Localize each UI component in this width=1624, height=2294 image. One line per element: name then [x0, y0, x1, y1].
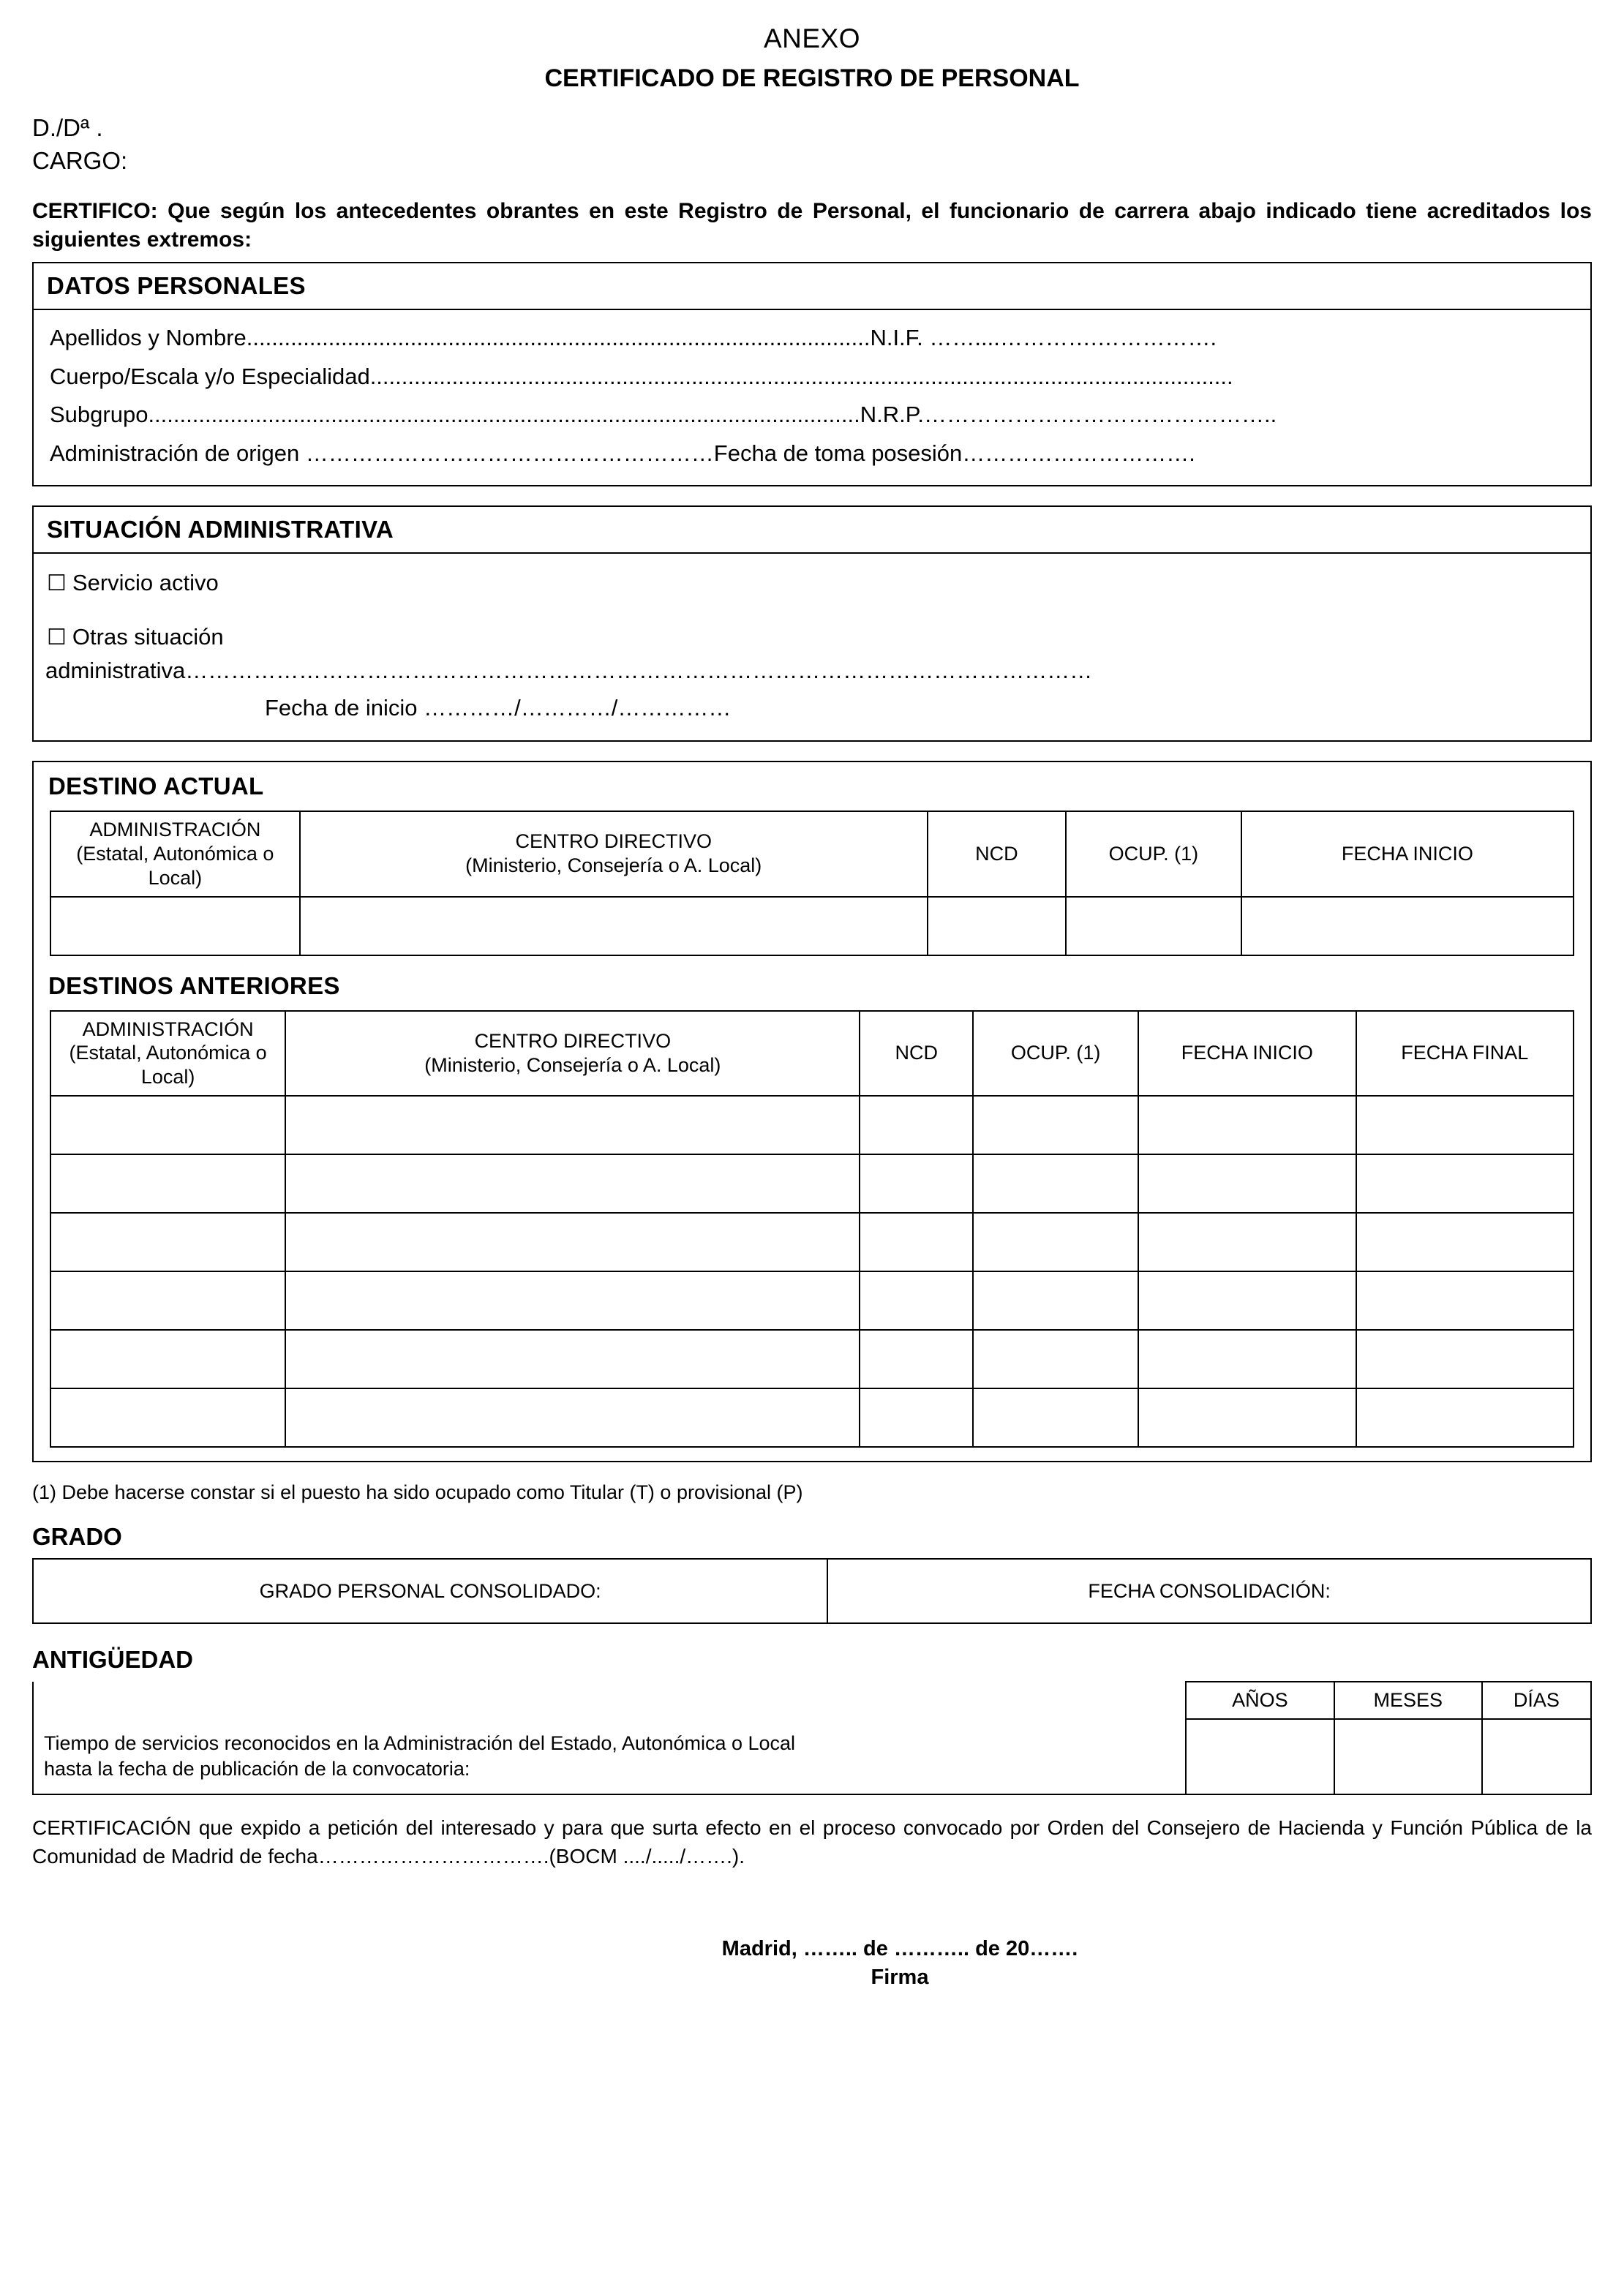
table-row[interactable]: [50, 1154, 1574, 1213]
table-header-row: [33, 1682, 1591, 1719]
destino-actual-heading: DESTINO ACTUAL: [48, 772, 264, 800]
cell-fecha-final[interactable]: [1356, 1213, 1574, 1271]
cell-centro-directivo[interactable]: [285, 1213, 860, 1271]
grado-table: [32, 1558, 1592, 1624]
cell-fecha-inicio[interactable]: [1138, 1271, 1356, 1330]
option-otras-situaciones-label: Otras situación: [72, 624, 224, 650]
table-header-row: [50, 811, 1574, 897]
table-row[interactable]: [50, 1096, 1574, 1154]
destinos-box: [32, 761, 1592, 1463]
cell-ncd[interactable]: [860, 1388, 973, 1447]
cell-fecha-inicio[interactable]: [1138, 1330, 1356, 1388]
col-ncd: NCD: [928, 811, 1066, 897]
certificacion-final: CERTIFICACIÓN que expido a petición del interesado y para que surta efecto en el proceso convocado por Orden del Consejero de Hacienda y Función Pública de la Comunidad de Madrid de fecha…………………………….(BOCM ..../...../…….).: [32, 1816, 1592, 1868]
cell-administracion[interactable]: [50, 897, 300, 955]
col-centro-directivo: [285, 1011, 860, 1097]
field-administracion-origen[interactable]: Administración de origen ………………………………………………Fecha de toma posesión………………………….: [50, 440, 1195, 467]
signature-place-date: Madrid, …….. de ……….. de 20…….: [721, 1936, 1078, 1960]
table-row[interactable]: [50, 1213, 1574, 1271]
col-administracion-main: ADMINISTRACIÓN: [89, 818, 261, 840]
situacion-administrativa-box: [32, 505, 1592, 742]
antiguedad-description-line2: hasta la fecha de publicación de la convocatoria:: [44, 1758, 470, 1780]
page-subtitle: CERTIFICADO DE REGISTRO DE PERSONAL: [544, 64, 1080, 92]
cell-ncd[interactable]: [860, 1271, 973, 1330]
cell-centro-directivo[interactable]: [285, 1271, 860, 1330]
field-apellidos-nombre-nif[interactable]: Apellidos y Nombre...................................................................................................N.I.F. ……....………….…………….: [50, 324, 1217, 350]
cell-ncd[interactable]: [860, 1096, 973, 1154]
table-row[interactable]: [50, 897, 1574, 955]
cell-ocup[interactable]: [973, 1154, 1138, 1213]
col-administracion-sub: (Estatal, Autonómica o Local): [76, 842, 274, 889]
table-row[interactable]: [33, 1559, 1591, 1623]
cell-fecha-inicio[interactable]: [1138, 1154, 1356, 1213]
destinos-anteriores-heading: DESTINOS ANTERIORES: [48, 971, 340, 999]
cell-administracion[interactable]: [50, 1096, 285, 1154]
signature-label: Firma: [871, 1965, 929, 1989]
page-title: ANEXO: [763, 23, 861, 53]
cell-ncd[interactable]: [860, 1154, 973, 1213]
cell-fecha-inicio[interactable]: [1138, 1213, 1356, 1271]
field-fecha-consolidacion[interactable]: FECHA CONSOLIDACIÓN:: [827, 1559, 1591, 1623]
field-fecha-inicio-situacion[interactable]: Fecha de inicio …………/…………/……………: [265, 694, 732, 721]
cell-centro-directivo[interactable]: [300, 897, 928, 955]
col-administracion-main: ADMINISTRACIÓN: [82, 1018, 254, 1040]
cell-fecha-final[interactable]: [1356, 1271, 1574, 1330]
option-otras-situaciones-field[interactable]: administrativa…………………………………………………………………………………………………………: [45, 658, 1093, 684]
destinos-anteriores-table: [50, 1010, 1574, 1448]
col-centro-directivo: [300, 811, 928, 897]
cell-fecha-final[interactable]: [1356, 1330, 1574, 1388]
cell-fecha-inicio[interactable]: [1138, 1096, 1356, 1154]
certifico-paragraph: CERTIFICO: Que según los antecedentes obrantes en este Registro de Personal, el funcionario de carrera abajo indicado tiene acreditados los siguientes extremos:: [32, 198, 1592, 252]
table-header-row: [50, 1011, 1574, 1097]
col-centro-directivo-sub: (Ministerio, Consejería o A. Local): [424, 1053, 721, 1076]
col-anios: AÑOS: [1186, 1682, 1334, 1719]
option-otras-situaciones[interactable]: [45, 617, 1579, 655]
antiguedad-description: [33, 1719, 1186, 1794]
col-meses: MESES: [1334, 1682, 1482, 1719]
cell-fecha-final[interactable]: [1356, 1388, 1574, 1447]
option-servicio-activo-label: Servicio activo: [72, 569, 219, 595]
antiguedad-heading: ANTIGÜEDAD: [32, 1646, 193, 1674]
cell-fecha-inicio[interactable]: [1241, 897, 1574, 955]
cell-anios[interactable]: [1186, 1719, 1334, 1794]
destino-actual-table-wrap: [34, 811, 1590, 969]
cell-centro-directivo[interactable]: [285, 1096, 860, 1154]
datos-personales-heading: DATOS PERSONALES: [34, 263, 1590, 310]
field-subgrupo-nrp[interactable]: Subgrupo.................................................................................................................N.R.P.………………………………………..: [50, 402, 1277, 428]
grado-heading: GRADO: [32, 1523, 122, 1551]
cell-fecha-inicio[interactable]: [1138, 1388, 1356, 1447]
cell-meses[interactable]: [1334, 1719, 1482, 1794]
col-dias: DÍAS: [1482, 1682, 1591, 1719]
antiguedad-description-line1: Tiempo de servicios reconocidos en la Administración del Estado, Autonómica o Local: [44, 1732, 796, 1755]
table-row[interactable]: [50, 1271, 1574, 1330]
table-row[interactable]: [50, 1330, 1574, 1388]
table-row[interactable]: [33, 1719, 1591, 1794]
col-centro-directivo-main: CENTRO DIRECTIVO: [474, 1029, 672, 1052]
col-administracion: [50, 811, 300, 897]
cell-ocup[interactable]: [973, 1388, 1138, 1447]
cell-ocup[interactable]: [1066, 897, 1241, 955]
cell-ncd[interactable]: [928, 897, 1066, 955]
cell-dias[interactable]: [1482, 1719, 1591, 1794]
name-line-text: D./Dª .: [32, 114, 103, 141]
destino-actual-table: [50, 811, 1574, 956]
cargo-line: CARGO:: [32, 146, 128, 174]
col-centro-directivo-main: CENTRO DIRECTIVO: [515, 830, 712, 853]
col-centro-directivo-sub: (Ministerio, Consejería o A. Local): [465, 854, 762, 877]
cell-fecha-final[interactable]: [1356, 1154, 1574, 1213]
cell-ncd[interactable]: [860, 1213, 973, 1271]
cell-fecha-final[interactable]: [1356, 1096, 1574, 1154]
col-fecha-final: FECHA FINAL: [1356, 1011, 1574, 1097]
cell-administracion[interactable]: [50, 1213, 285, 1271]
table-row[interactable]: [50, 1388, 1574, 1447]
destinos-anteriores-body: [50, 1096, 1574, 1447]
col-ocup: OCUP. (1): [973, 1011, 1138, 1097]
table-footnote: (1) Debe hacerse constar si el puesto ha sido ocupado como Titular (T) o provisional (P): [32, 1481, 803, 1504]
cell-ncd[interactable]: [860, 1330, 973, 1388]
cell-ocup[interactable]: [973, 1096, 1138, 1154]
cell-centro-directivo[interactable]: [285, 1388, 860, 1447]
antiguedad-table: [32, 1681, 1592, 1795]
cell-administracion[interactable]: [50, 1330, 285, 1388]
col-fecha-inicio: FECHA INICIO: [1138, 1011, 1356, 1097]
checkbox-icon[interactable]: ☐: [47, 625, 67, 650]
cell-ocup[interactable]: [973, 1213, 1138, 1271]
cell-administracion[interactable]: [50, 1271, 285, 1330]
col-administracion: [50, 1011, 285, 1097]
cell-administracion[interactable]: [50, 1388, 285, 1447]
cell-administracion[interactable]: [50, 1154, 285, 1213]
cell-centro-directivo[interactable]: [285, 1330, 860, 1388]
field-grado-personal-consolidado[interactable]: GRADO PERSONAL CONSOLIDADO:: [33, 1559, 827, 1623]
datos-personales-body: [34, 310, 1590, 485]
antiguedad-spacer: [33, 1682, 1186, 1719]
col-ocup: OCUP. (1): [1066, 811, 1241, 897]
col-fecha-inicio: FECHA INICIO: [1241, 811, 1574, 897]
datos-personales-box: [32, 262, 1592, 486]
destinos-anteriores-table-wrap: [34, 1010, 1590, 1462]
situacion-administrativa-heading: SITUACIÓN ADMINISTRATIVA: [34, 507, 1590, 554]
field-cuerpo-escala[interactable]: Cuerpo/Escala y/o Especialidad.........................................................................................................................................: [50, 363, 1233, 389]
name-line: [32, 112, 1592, 145]
cell-ocup[interactable]: [973, 1330, 1138, 1388]
cell-ocup[interactable]: [973, 1271, 1138, 1330]
col-ncd: NCD: [860, 1011, 973, 1097]
checkbox-icon[interactable]: ☐: [47, 571, 67, 595]
cell-centro-directivo[interactable]: [285, 1154, 860, 1213]
option-servicio-activo[interactable]: [45, 563, 1579, 601]
situacion-administrativa-body: [34, 554, 1590, 740]
col-administracion-sub: (Estatal, Autonómica o Local): [69, 1042, 267, 1088]
